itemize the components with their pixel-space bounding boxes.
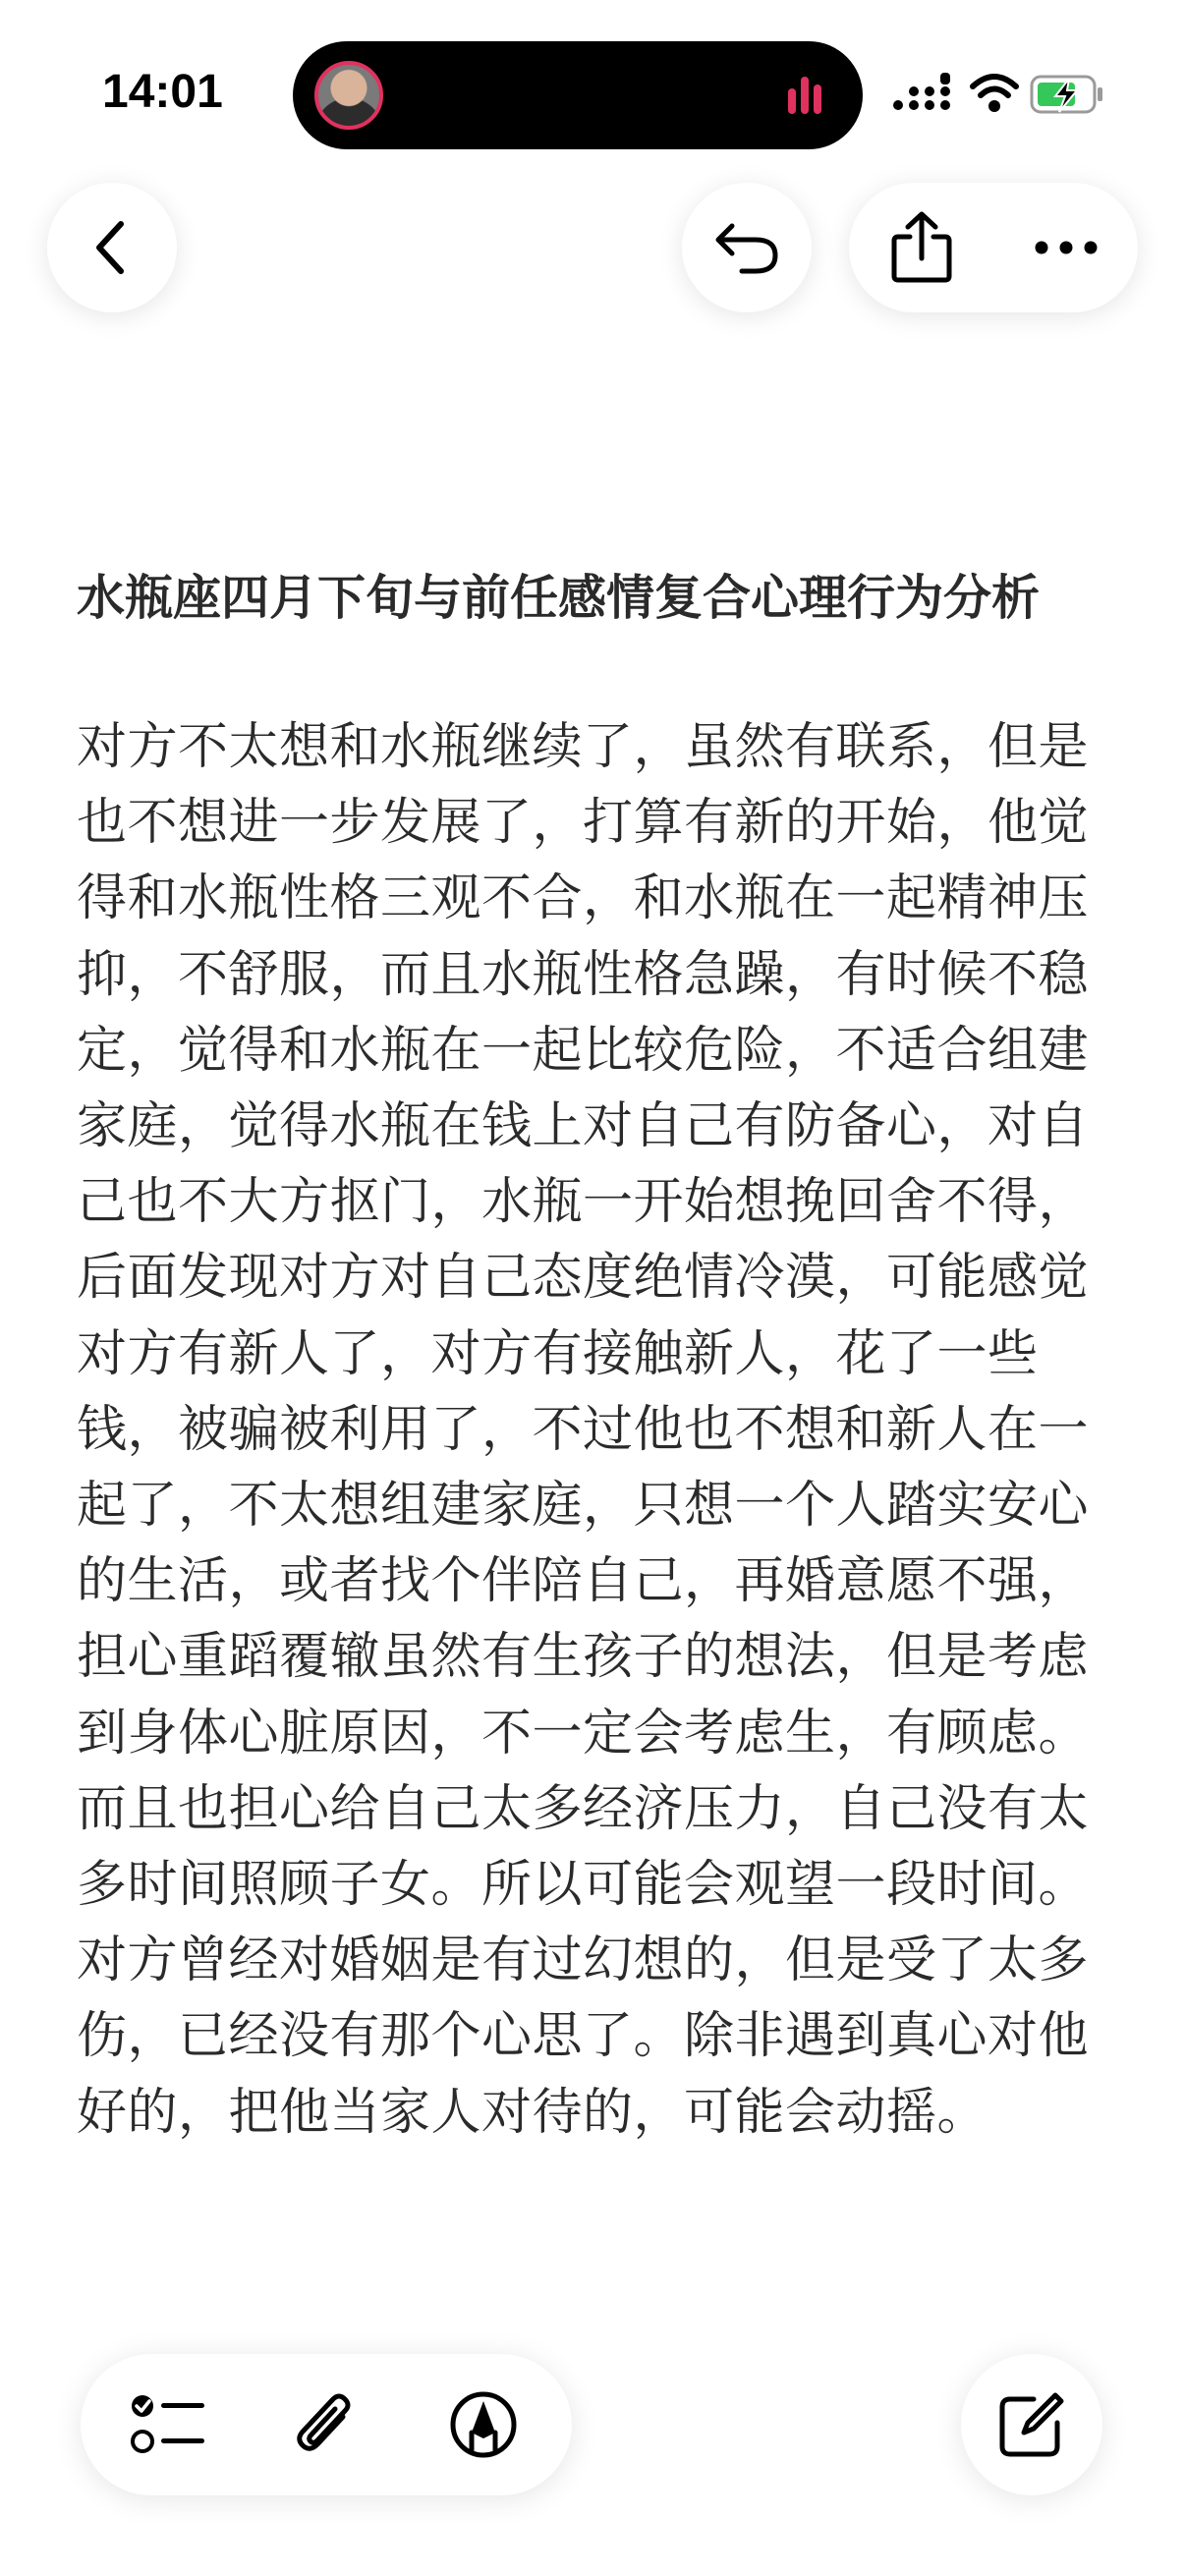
ellipsis-icon — [1032, 238, 1100, 257]
note-line: 好的，把他当家人对待的，可能会动摇。 — [77, 2083, 988, 2142]
wifi-icon — [973, 77, 1016, 112]
note-line: 到身体心脏原因，不一定会考虑生，有顾虑。 — [77, 1704, 1090, 1763]
back-button[interactable] — [47, 183, 177, 312]
status-icons — [890, 71, 1106, 120]
note-line: 起了，不太想组建家庭，只想一个人踏实安心 — [77, 1477, 1090, 1536]
attachment-button[interactable] — [257, 2354, 395, 2495]
audio-bars-icon — [784, 71, 833, 120]
compose-button[interactable] — [961, 2354, 1102, 2495]
checklist-icon — [130, 2392, 208, 2457]
note-line: 对方不太想和水瓶继续了，虽然有联系，但是 — [77, 718, 1090, 776]
note-line: 多时间照顾子女。所以可能会观望一段时间。 — [77, 1856, 1090, 1915]
undo-button[interactable] — [682, 183, 812, 312]
note-body[interactable] — [77, 709, 1118, 2151]
bottom-toolbar — [81, 2354, 572, 2495]
battery-icon — [1032, 77, 1102, 112]
share-button[interactable] — [849, 183, 993, 312]
note-line: 定，觉得和水瓶在一起比较危险，不适合组建 — [77, 1021, 1090, 1080]
note-line: 的生活，或者找个伴陪自己，再婚意愿不强， — [77, 1552, 1090, 1611]
note-line: 伤，已经没有那个心思了。除非遇到真心对他 — [77, 2007, 1090, 2066]
note-line: 得和水瓶性格三观不合，和水瓶在一起精神压 — [77, 869, 1090, 928]
more-button[interactable] — [993, 183, 1138, 312]
note-line: 而且也担心给自己太多经济压力，自己没有太 — [77, 1779, 1090, 1838]
note-line: 对方曾经对婚姻是有过幻想的，但是受了太多 — [77, 1932, 1090, 1990]
avatar — [314, 61, 383, 130]
note-line: 抑，不舒服，而且水瓶性格急躁，有时候不稳 — [77, 945, 1090, 1004]
paperclip-icon — [292, 2387, 361, 2462]
share-icon — [890, 211, 953, 284]
markup-button[interactable] — [415, 2354, 552, 2495]
actions-group — [849, 183, 1138, 312]
note-line: 后面发现对方对自己态度绝情冷漠，可能感觉 — [77, 1249, 1090, 1308]
note-line: 钱，被骗被利用了，不过他也不想和新人在一 — [77, 1400, 1090, 1459]
cellular-signal-icon — [893, 73, 950, 110]
status-time: 14:01 — [102, 66, 223, 118]
chevron-left-icon — [87, 218, 137, 277]
note-line: 家庭，觉得水瓶在钱上对自己有防备心，对自 — [77, 1097, 1090, 1156]
note-title[interactable]: 水瓶座四月下旬与前任感情复合心理行为分析 — [77, 570, 1041, 626]
note-line: 也不想进一步发展了，打算有新的开始，他觉 — [77, 794, 1090, 853]
undo-icon — [712, 218, 781, 277]
checklist-button[interactable] — [100, 2354, 238, 2495]
dynamic-island[interactable] — [293, 41, 863, 149]
note-line: 对方有新人了，对方有接触新人，花了一些 — [77, 1324, 1039, 1383]
compose-icon — [996, 2389, 1067, 2460]
note-line: 担心重蹈覆辙虽然有生孩子的想法，但是考虑 — [77, 1628, 1090, 1687]
pen-markup-icon — [448, 2389, 519, 2460]
note-line: 己也不大方抠门，水瓶一开始想挽回舍不得， — [77, 1173, 1090, 1232]
